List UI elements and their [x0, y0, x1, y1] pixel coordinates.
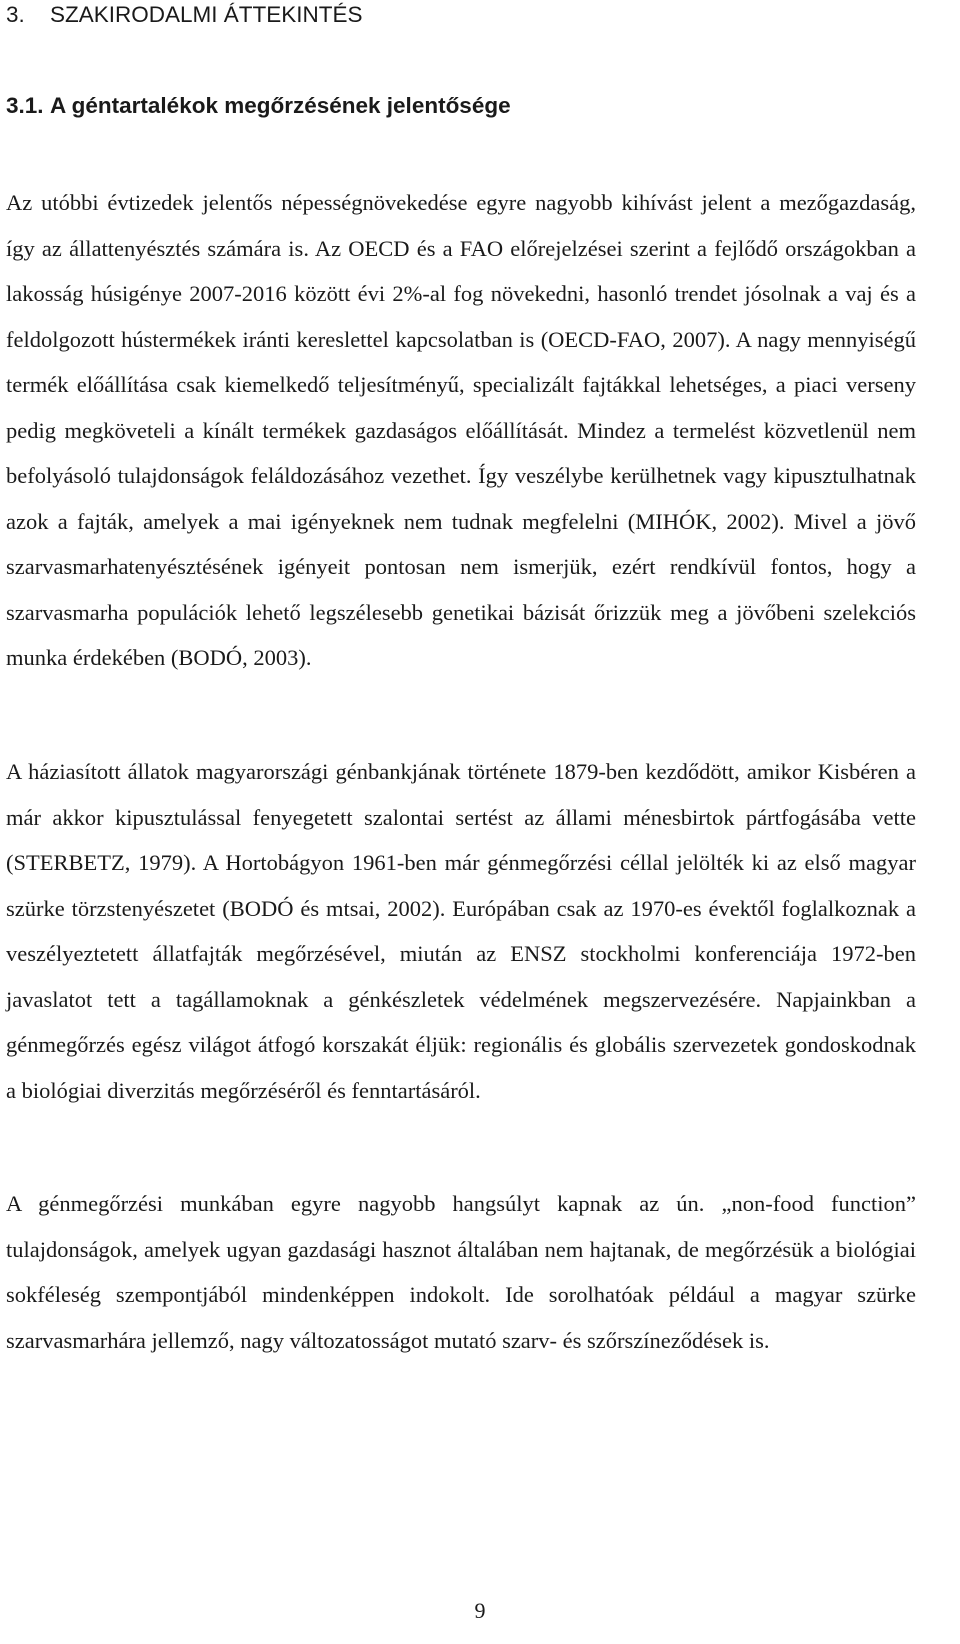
- chapter-title: SZAKIRODALMI ÁTTEKINTÉS: [50, 2, 363, 27]
- section-heading: [6, 91, 511, 121]
- page-number: 9: [474, 1598, 486, 1623]
- section-number: 3.1.: [6, 93, 44, 118]
- body-paragraph: A génmegőrzési munkában egyre nagyobb hangsúlyt kapnak az ún. „non-food function” tulajdonságok, amelyek ugyan gazdasági hasznot általában nem hajtanak, de megőrzésük a biológiai sokféleség szempontjából mindenképpen indokolt. Ide sorolhatóak például a magyar szürke szarvasmarhára jellemző, nagy változatosságot mutató szarv- és szőrszíneződések is.: [6, 1191, 916, 1353]
- chapter-number: 3.: [6, 2, 25, 27]
- body-paragraph: Az utóbbi évtizedek jelentős népességnövekedése egyre nagyobb kihívást jelent a mezőgazdaság, így az állattenyésztés számára is. Az OECD és a FAO előrejelzései szerint a fejlődő országokban a lakosság húsigénye 2007-2016 között évi 2%-al fog növekedni, hasonló trendet jósolnak a vaj és a feldolgozott hústermékek iránti kereslettel kapcsolatban is (OECD-FAO, 2007). A nagy mennyiségű termék előállítása csak kiemelkedő teljesítményű, specializált fajtákkal lehetséges, a piaci verseny pedig megköveteli a kínált termékek gazdaságos előállítását. Mindez a termelést közvetlenül nem befolyásoló tulajdonságok feláldozásához vezethet. Így veszélybe kerülhetnek vagy kipusztulhatnak azok a fajták, amelyek a mai igényeknek nem tudnak megfelelni (MIHÓK, 2002). Mivel a jövő szarvasmarhatenyésztésének igényeit pontosan nem ismerjük, ezért rendkívül fontos, hogy a szarvasmarha populációk lehető legszélesebb genetikai bázisát őrizzük meg a jövőbeni szelekciós munka érdekében (BODÓ, 2003).: [6, 190, 916, 670]
- body-paragraph: A háziasított állatok magyarországi génbankjának története 1879-ben kezdődött, amikor Kisbéren a már akkor kipusztulással fenyegetett szalontai sertést az állami ménesbirtok pártfogásába vette (STERBETZ, 1979). A Hortobágyon 1961-ben már génmegőrzési céllal jelölték ki az első magyar szürke törzstenyészetet (BODÓ és mtsai, 2002). Európában csak az 1970-es évektől foglalkoznak a veszélyeztetett állatfajták megőrzésével, miután az ENSZ stockholmi konferenciája 1972-ben javaslatot tett a tagállamoknak a génkészletek védelmének megszervezésére. Napjainkban a génmegőrzés egész világot átfogó korszakát éljük: regionális és globális szervezetek gondoskodnak a biológiai diverzitás megőrzéséről és fenntartásáról.: [6, 759, 916, 1103]
- section-title: A géntartalékok megőrzésének jelentősége: [50, 93, 511, 118]
- chapter-heading: [6, 0, 363, 30]
